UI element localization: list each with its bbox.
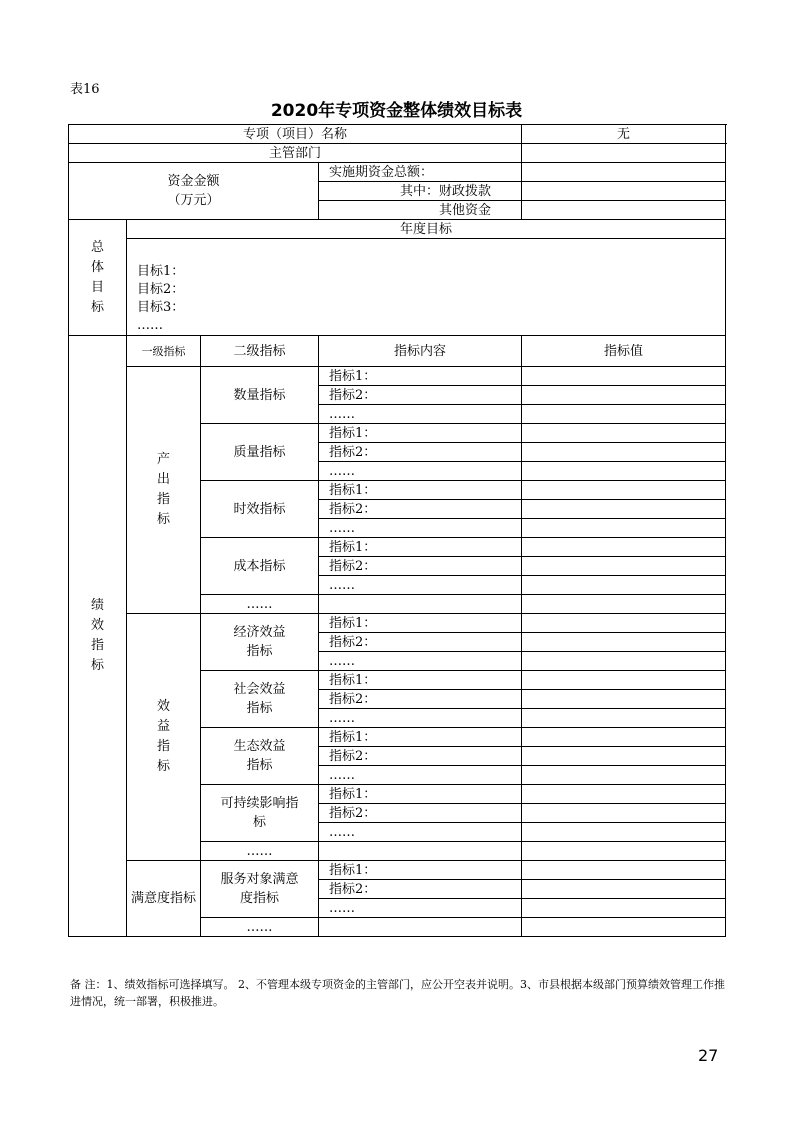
indicator-item[interactable]: 指标1： xyxy=(319,367,522,386)
target-1: 目标1： xyxy=(137,264,185,279)
sustainable-indicator: 可持续影响指标 xyxy=(201,785,319,842)
indicator-item[interactable]: 指标1： xyxy=(319,671,522,690)
indicator-value[interactable] xyxy=(522,652,726,671)
cost-indicator: 成本指标 xyxy=(201,538,319,595)
indicator-item[interactable]: …… xyxy=(319,462,522,481)
indicator-value[interactable] xyxy=(522,861,726,880)
funds-label-line2: （万元） xyxy=(167,193,220,208)
indicator-value[interactable] xyxy=(522,842,726,861)
other-funds-value[interactable] xyxy=(522,201,726,220)
indicator-value[interactable] xyxy=(522,500,726,519)
indicator-item[interactable]: 指标1： xyxy=(319,728,522,747)
indicator-value[interactable] xyxy=(522,671,726,690)
fiscal-funds-label: 其中：财政拨款 xyxy=(319,182,522,201)
other-funds-label: 其他资金 xyxy=(319,201,522,220)
indicator-item[interactable] xyxy=(319,842,522,861)
indicator-item[interactable]: …… xyxy=(319,519,522,538)
target-2: 目标2： xyxy=(137,282,185,297)
indicator-item[interactable]: 指标1： xyxy=(319,861,522,880)
indicator-value[interactable] xyxy=(522,386,726,405)
overall-target-label: 总体目标 xyxy=(69,220,127,336)
project-name-label: 专项（项目）名称 xyxy=(69,125,522,144)
indicator-value[interactable] xyxy=(522,462,726,481)
quality-indicator: 质量指标 xyxy=(201,424,319,481)
target-3: 目标3： xyxy=(137,300,185,315)
indicator-value[interactable] xyxy=(522,747,726,766)
indicator-value[interactable] xyxy=(522,519,726,538)
output-indicator-label: 产出指标 xyxy=(127,367,201,614)
project-name-value[interactable]: 无 xyxy=(522,125,726,144)
indicator-item[interactable]: 指标2： xyxy=(319,557,522,576)
indicator-value[interactable] xyxy=(522,728,726,747)
indicator-item[interactable]: 指标1： xyxy=(319,614,522,633)
col-value: 指标值 xyxy=(522,336,726,367)
fiscal-funds-value[interactable] xyxy=(522,182,726,201)
indicator-item[interactable]: 指标2： xyxy=(319,386,522,405)
indicator-value[interactable] xyxy=(522,804,726,823)
output-more: …… xyxy=(201,595,319,614)
satisfaction-indicator-label: 满意度指标 xyxy=(127,861,201,937)
indicator-value[interactable] xyxy=(522,443,726,462)
indicator-value[interactable] xyxy=(522,633,726,652)
indicator-value[interactable] xyxy=(522,538,726,557)
indicator-item[interactable]: 指标1： xyxy=(319,424,522,443)
economic-indicator: 经济效益指标 xyxy=(201,614,319,671)
indicator-item[interactable]: 指标2： xyxy=(319,690,522,709)
funds-label-line1: 资金金额 xyxy=(167,174,220,189)
indicator-item[interactable]: …… xyxy=(319,766,522,785)
benefit-indicator-label: 效益指标 xyxy=(127,614,201,861)
indicator-value[interactable] xyxy=(522,481,726,500)
col-content: 指标内容 xyxy=(319,336,522,367)
indicator-item[interactable]: 指标1： xyxy=(319,538,522,557)
indicator-value[interactable] xyxy=(522,595,726,614)
indicator-value[interactable] xyxy=(522,766,726,785)
dept-row xyxy=(69,144,726,163)
indicator-value[interactable] xyxy=(522,918,726,937)
table-row xyxy=(69,861,726,880)
col-level1: 一级指标 xyxy=(127,336,201,367)
indicator-value[interactable] xyxy=(522,880,726,899)
dept-value[interactable] xyxy=(522,144,726,163)
target-more: …… xyxy=(137,318,163,333)
indicator-value[interactable] xyxy=(522,899,726,918)
quantity-indicator: 数量指标 xyxy=(201,367,319,424)
indicator-value[interactable] xyxy=(522,576,726,595)
indicator-item[interactable]: 指标2： xyxy=(319,500,522,519)
indicator-item[interactable]: 指标2： xyxy=(319,633,522,652)
indicator-value[interactable] xyxy=(522,614,726,633)
page-title: 2020年专项资金整体绩效目标表 xyxy=(270,101,523,121)
indicator-value[interactable] xyxy=(522,367,726,386)
table-number-label: 表16 xyxy=(70,82,100,97)
indicator-item[interactable]: 指标2： xyxy=(319,804,522,823)
indicator-item[interactable]: …… xyxy=(319,576,522,595)
service-satisfaction-indicator: 服务对象满意度指标 xyxy=(201,861,319,918)
annual-target-content[interactable] xyxy=(127,239,726,336)
indicator-item[interactable]: 指标2： xyxy=(319,880,522,899)
table-row xyxy=(69,367,726,386)
funds-row-total xyxy=(69,163,726,182)
timeliness-indicator: 时效指标 xyxy=(201,481,319,538)
indicator-item[interactable]: 指标2： xyxy=(319,443,522,462)
total-funds-value[interactable] xyxy=(522,163,726,182)
indicator-value[interactable] xyxy=(522,424,726,443)
indicator-item[interactable] xyxy=(319,918,522,937)
indicator-value[interactable] xyxy=(522,823,726,842)
indicator-value[interactable] xyxy=(522,785,726,804)
dept-label: 主管部门 xyxy=(69,144,522,163)
indicator-value[interactable] xyxy=(522,557,726,576)
indicator-value[interactable] xyxy=(522,405,726,424)
ecological-indicator: 生态效益指标 xyxy=(201,728,319,785)
benefit-more: …… xyxy=(201,842,319,861)
indicator-item[interactable]: …… xyxy=(319,405,522,424)
satisfaction-more: …… xyxy=(201,918,319,937)
indicator-item[interactable]: …… xyxy=(319,899,522,918)
footnote: 备 注：1、绩效指标可选择填写。 2、不管理本级专项资金的主管部门，应公开空表并说明。3、市县根据本级部门预算绩效管理工作推进情况，统一部署，积极推进。 xyxy=(70,978,725,1008)
indicator-item[interactable]: …… xyxy=(319,652,522,671)
social-indicator: 社会效益指标 xyxy=(201,671,319,728)
annual-target-label: 年度目标 xyxy=(127,220,726,239)
indicator-item[interactable]: 指标1： xyxy=(319,785,522,804)
indicator-item[interactable]: 指标1： xyxy=(319,481,522,500)
performance-target-form xyxy=(68,124,726,937)
indicator-item[interactable]: …… xyxy=(319,823,522,842)
indicator-value[interactable] xyxy=(522,690,726,709)
indicator-value[interactable] xyxy=(522,709,726,728)
perf-header-row xyxy=(69,336,726,367)
indicator-item[interactable]: 指标2： xyxy=(319,747,522,766)
funds-label xyxy=(69,163,319,220)
annual-target-row xyxy=(69,239,726,336)
indicator-item[interactable]: …… xyxy=(319,709,522,728)
page-number: 27 xyxy=(698,1046,719,1065)
col-level2: 二级指标 xyxy=(201,336,319,367)
indicator-item[interactable] xyxy=(319,595,522,614)
project-name-row xyxy=(69,125,726,144)
table-row xyxy=(69,614,726,633)
total-funds-label: 实施期资金总额： xyxy=(319,163,522,182)
annual-target-header-row xyxy=(69,220,726,239)
perf-indicator-label: 绩效指标 xyxy=(69,336,127,937)
